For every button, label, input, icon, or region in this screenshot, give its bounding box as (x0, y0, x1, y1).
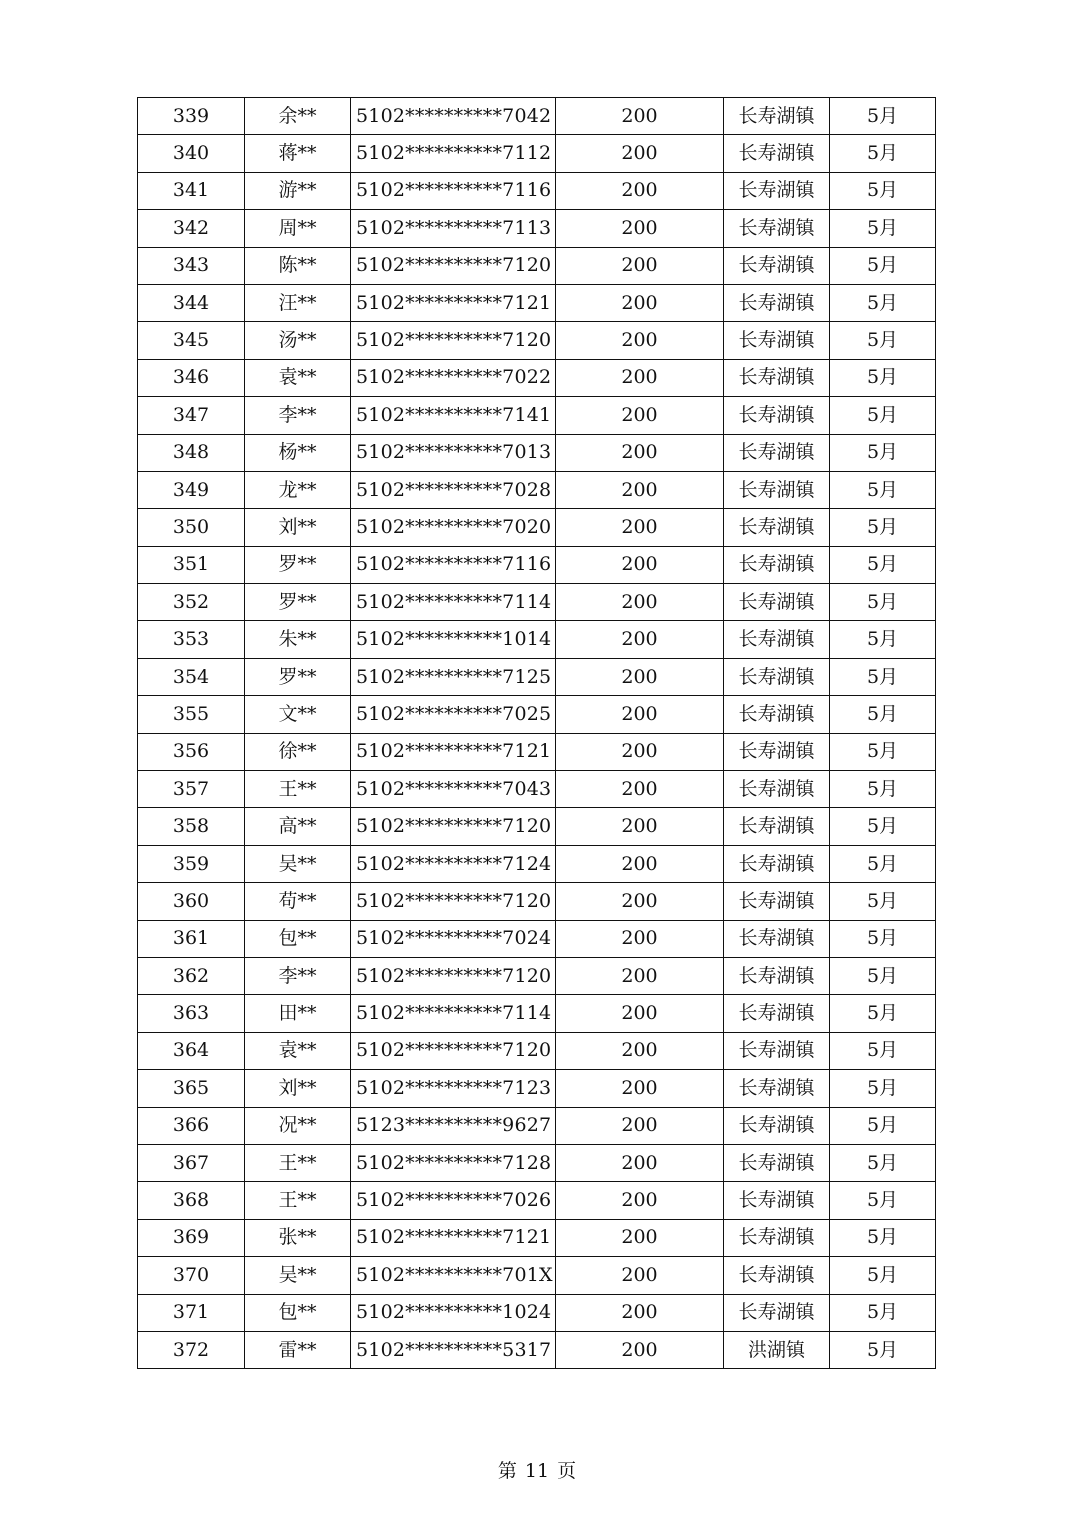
cell-index: 353 (138, 621, 245, 658)
cell-month: 5月 (830, 546, 936, 583)
table-row (138, 135, 936, 172)
cell-month: 5月 (830, 808, 936, 845)
cell-index: 341 (138, 172, 245, 209)
cell-month: 5月 (830, 509, 936, 546)
cell-month: 5月 (830, 621, 936, 658)
cell-name: 罗** (245, 658, 351, 695)
table-row (138, 658, 936, 695)
table-row (138, 1070, 936, 1107)
cell-id-number: 5102**********7120 (351, 957, 556, 994)
cell-id-number: 5102**********1014 (351, 621, 556, 658)
roster-table (137, 97, 936, 1369)
cell-index: 365 (138, 1070, 245, 1107)
cell-amount: 200 (556, 696, 724, 733)
cell-amount: 200 (556, 883, 724, 920)
cell-month: 5月 (830, 98, 936, 135)
cell-id-number: 5102**********7120 (351, 808, 556, 845)
cell-index: 354 (138, 658, 245, 695)
cell-name: 周** (245, 210, 351, 247)
cell-month: 5月 (830, 434, 936, 471)
cell-index: 364 (138, 1032, 245, 1069)
cell-town: 长寿湖镇 (724, 471, 830, 508)
cell-amount: 200 (556, 995, 724, 1032)
cell-index: 359 (138, 845, 245, 882)
cell-id-number: 5102**********7121 (351, 284, 556, 321)
cell-town: 长寿湖镇 (724, 584, 830, 621)
cell-town: 长寿湖镇 (724, 247, 830, 284)
cell-month: 5月 (830, 995, 936, 1032)
cell-id-number: 5102**********7125 (351, 658, 556, 695)
cell-amount: 200 (556, 920, 724, 957)
cell-id-number: 5102**********701X (351, 1257, 556, 1294)
table-row (138, 920, 936, 957)
cell-index: 363 (138, 995, 245, 1032)
cell-month: 5月 (830, 471, 936, 508)
table-row (138, 1257, 936, 1294)
cell-id-number: 5102**********7013 (351, 434, 556, 471)
cell-name: 包** (245, 1294, 351, 1331)
cell-id-number: 5102**********7028 (351, 471, 556, 508)
cell-amount: 200 (556, 471, 724, 508)
cell-index: 371 (138, 1294, 245, 1331)
cell-town: 长寿湖镇 (724, 1182, 830, 1219)
cell-id-number: 5102**********7114 (351, 995, 556, 1032)
cell-id-number: 5102**********7121 (351, 733, 556, 770)
cell-town: 长寿湖镇 (724, 621, 830, 658)
cell-id-number: 5102**********7120 (351, 1032, 556, 1069)
cell-town: 长寿湖镇 (724, 1032, 830, 1069)
cell-index: 345 (138, 322, 245, 359)
cell-amount: 200 (556, 771, 724, 808)
cell-name: 雷** (245, 1331, 351, 1368)
cell-month: 5月 (830, 883, 936, 920)
cell-id-number: 5102**********7025 (351, 696, 556, 733)
cell-id-number: 5102**********7026 (351, 1182, 556, 1219)
table-row (138, 172, 936, 209)
cell-amount: 200 (556, 172, 724, 209)
cell-id-number: 5102**********7124 (351, 845, 556, 882)
cell-name: 王** (245, 771, 351, 808)
cell-amount: 200 (556, 845, 724, 882)
cell-index: 355 (138, 696, 245, 733)
cell-town: 长寿湖镇 (724, 883, 830, 920)
cell-town: 长寿湖镇 (724, 1257, 830, 1294)
cell-month: 5月 (830, 1182, 936, 1219)
cell-index: 349 (138, 471, 245, 508)
cell-month: 5月 (830, 1032, 936, 1069)
cell-index: 352 (138, 584, 245, 621)
cell-town: 长寿湖镇 (724, 322, 830, 359)
cell-name: 龙** (245, 471, 351, 508)
cell-town: 长寿湖镇 (724, 135, 830, 172)
cell-id-number: 5102**********5317 (351, 1331, 556, 1368)
cell-month: 5月 (830, 771, 936, 808)
cell-index: 343 (138, 247, 245, 284)
cell-amount: 200 (556, 284, 724, 321)
page-footer (0, 1456, 1074, 1483)
table-row (138, 696, 936, 733)
cell-month: 5月 (830, 397, 936, 434)
cell-town: 长寿湖镇 (724, 434, 830, 471)
roster-body (138, 98, 936, 1369)
cell-amount: 200 (556, 621, 724, 658)
table-row (138, 509, 936, 546)
cell-town: 长寿湖镇 (724, 696, 830, 733)
cell-amount: 200 (556, 1032, 724, 1069)
cell-month: 5月 (830, 920, 936, 957)
table-row (138, 733, 936, 770)
cell-index: 351 (138, 546, 245, 583)
cell-index: 357 (138, 771, 245, 808)
table-row (138, 434, 936, 471)
table-row (138, 883, 936, 920)
table-row (138, 1107, 936, 1144)
table-row (138, 1144, 936, 1181)
cell-month: 5月 (830, 1219, 936, 1256)
cell-amount: 200 (556, 322, 724, 359)
cell-month: 5月 (830, 1144, 936, 1181)
cell-id-number: 5102**********7141 (351, 397, 556, 434)
cell-month: 5月 (830, 696, 936, 733)
cell-town: 长寿湖镇 (724, 1144, 830, 1181)
cell-name: 罗** (245, 584, 351, 621)
cell-month: 5月 (830, 172, 936, 209)
cell-id-number: 5102**********7042 (351, 98, 556, 135)
cell-name: 王** (245, 1144, 351, 1181)
cell-id-number: 5102**********7120 (351, 883, 556, 920)
cell-index: 347 (138, 397, 245, 434)
cell-index: 339 (138, 98, 245, 135)
cell-id-number: 5102**********7114 (351, 584, 556, 621)
cell-name: 况** (245, 1107, 351, 1144)
cell-amount: 200 (556, 1331, 724, 1368)
cell-town: 长寿湖镇 (724, 658, 830, 695)
table-row (138, 1331, 936, 1368)
cell-index: 356 (138, 733, 245, 770)
cell-index: 360 (138, 883, 245, 920)
cell-amount: 200 (556, 135, 724, 172)
cell-index: 340 (138, 135, 245, 172)
table-row (138, 247, 936, 284)
cell-index: 372 (138, 1331, 245, 1368)
cell-month: 5月 (830, 1070, 936, 1107)
table-row (138, 1182, 936, 1219)
cell-id-number: 5102**********7024 (351, 920, 556, 957)
table-row (138, 98, 936, 135)
cell-month: 5月 (830, 845, 936, 882)
cell-amount: 200 (556, 1182, 724, 1219)
cell-name: 刘** (245, 1070, 351, 1107)
cell-amount: 200 (556, 247, 724, 284)
cell-month: 5月 (830, 957, 936, 994)
table-row (138, 845, 936, 882)
cell-id-number: 5102**********7113 (351, 210, 556, 247)
cell-name: 余** (245, 98, 351, 135)
cell-name: 包** (245, 920, 351, 957)
cell-name: 陈** (245, 247, 351, 284)
cell-town: 长寿湖镇 (724, 397, 830, 434)
cell-index: 342 (138, 210, 245, 247)
cell-name: 吴** (245, 1257, 351, 1294)
cell-town: 洪湖镇 (724, 1331, 830, 1368)
footer-suffix: 页 (557, 1460, 577, 1482)
cell-town: 长寿湖镇 (724, 1070, 830, 1107)
cell-index: 358 (138, 808, 245, 845)
cell-town: 长寿湖镇 (724, 509, 830, 546)
cell-amount: 200 (556, 434, 724, 471)
table-row (138, 584, 936, 621)
table-row (138, 322, 936, 359)
cell-month: 5月 (830, 658, 936, 695)
cell-town: 长寿湖镇 (724, 808, 830, 845)
cell-name: 刘** (245, 509, 351, 546)
cell-amount: 200 (556, 98, 724, 135)
cell-month: 5月 (830, 1294, 936, 1331)
cell-name: 杨** (245, 434, 351, 471)
cell-town: 长寿湖镇 (724, 1219, 830, 1256)
table-row (138, 995, 936, 1032)
cell-name: 王** (245, 1182, 351, 1219)
cell-month: 5月 (830, 135, 936, 172)
cell-month: 5月 (830, 1331, 936, 1368)
cell-id-number: 5102**********7020 (351, 509, 556, 546)
cell-month: 5月 (830, 1257, 936, 1294)
cell-id-number: 5102**********7112 (351, 135, 556, 172)
cell-name: 文** (245, 696, 351, 733)
cell-town: 长寿湖镇 (724, 845, 830, 882)
cell-index: 369 (138, 1219, 245, 1256)
cell-name: 汪** (245, 284, 351, 321)
cell-name: 高** (245, 808, 351, 845)
cell-amount: 200 (556, 546, 724, 583)
cell-id-number: 5102**********7128 (351, 1144, 556, 1181)
cell-id-number: 5102**********7120 (351, 322, 556, 359)
cell-name: 田** (245, 995, 351, 1032)
footer-prefix: 第 (497, 1460, 517, 1482)
cell-name: 游** (245, 172, 351, 209)
cell-name: 吴** (245, 845, 351, 882)
cell-index: 346 (138, 359, 245, 396)
cell-amount: 200 (556, 658, 724, 695)
cell-town: 长寿湖镇 (724, 98, 830, 135)
table-row (138, 397, 936, 434)
cell-id-number: 5123**********9627 (351, 1107, 556, 1144)
cell-index: 350 (138, 509, 245, 546)
cell-town: 长寿湖镇 (724, 957, 830, 994)
cell-id-number: 5102**********7121 (351, 1219, 556, 1256)
cell-index: 344 (138, 284, 245, 321)
table-row (138, 359, 936, 396)
cell-index: 362 (138, 957, 245, 994)
table-row (138, 546, 936, 583)
cell-index: 367 (138, 1144, 245, 1181)
cell-name: 袁** (245, 1032, 351, 1069)
cell-town: 长寿湖镇 (724, 284, 830, 321)
table-row (138, 1032, 936, 1069)
cell-month: 5月 (830, 733, 936, 770)
cell-name: 张** (245, 1219, 351, 1256)
cell-name: 罗** (245, 546, 351, 583)
cell-amount: 200 (556, 359, 724, 396)
table-row (138, 1219, 936, 1256)
cell-town: 长寿湖镇 (724, 995, 830, 1032)
cell-amount: 200 (556, 808, 724, 845)
cell-name: 蒋** (245, 135, 351, 172)
cell-amount: 200 (556, 210, 724, 247)
table-row (138, 621, 936, 658)
cell-month: 5月 (830, 210, 936, 247)
cell-index: 361 (138, 920, 245, 957)
cell-name: 苟** (245, 883, 351, 920)
cell-town: 长寿湖镇 (724, 546, 830, 583)
cell-id-number: 5102**********7123 (351, 1070, 556, 1107)
cell-index: 348 (138, 434, 245, 471)
table-row (138, 1294, 936, 1331)
cell-town: 长寿湖镇 (724, 771, 830, 808)
cell-index: 366 (138, 1107, 245, 1144)
cell-amount: 200 (556, 1107, 724, 1144)
cell-index: 368 (138, 1182, 245, 1219)
cell-id-number: 5102**********7120 (351, 247, 556, 284)
cell-name: 汤** (245, 322, 351, 359)
cell-town: 长寿湖镇 (724, 1294, 830, 1331)
cell-amount: 200 (556, 1070, 724, 1107)
cell-id-number: 5102**********7116 (351, 546, 556, 583)
cell-amount: 200 (556, 509, 724, 546)
cell-month: 5月 (830, 284, 936, 321)
cell-amount: 200 (556, 1219, 724, 1256)
table-row (138, 471, 936, 508)
cell-amount: 200 (556, 957, 724, 994)
cell-amount: 200 (556, 1294, 724, 1331)
cell-name: 徐** (245, 733, 351, 770)
cell-name: 朱** (245, 621, 351, 658)
table-row (138, 284, 936, 321)
table-row (138, 957, 936, 994)
cell-month: 5月 (830, 247, 936, 284)
cell-amount: 200 (556, 733, 724, 770)
page-number: 11 (524, 1460, 550, 1482)
cell-id-number: 5102**********7043 (351, 771, 556, 808)
cell-amount: 200 (556, 397, 724, 434)
cell-index: 370 (138, 1257, 245, 1294)
cell-name: 李** (245, 397, 351, 434)
cell-id-number: 5102**********1024 (351, 1294, 556, 1331)
cell-month: 5月 (830, 322, 936, 359)
cell-town: 长寿湖镇 (724, 920, 830, 957)
table-row (138, 210, 936, 247)
cell-name: 李** (245, 957, 351, 994)
cell-name: 袁** (245, 359, 351, 396)
cell-amount: 200 (556, 584, 724, 621)
cell-town: 长寿湖镇 (724, 1107, 830, 1144)
cell-month: 5月 (830, 584, 936, 621)
cell-month: 5月 (830, 359, 936, 396)
cell-town: 长寿湖镇 (724, 359, 830, 396)
table-row (138, 771, 936, 808)
cell-amount: 200 (556, 1144, 724, 1181)
cell-month: 5月 (830, 1107, 936, 1144)
cell-amount: 200 (556, 1257, 724, 1294)
cell-id-number: 5102**********7116 (351, 172, 556, 209)
cell-id-number: 5102**********7022 (351, 359, 556, 396)
cell-town: 长寿湖镇 (724, 172, 830, 209)
cell-town: 长寿湖镇 (724, 733, 830, 770)
table-row (138, 808, 936, 845)
cell-town: 长寿湖镇 (724, 210, 830, 247)
